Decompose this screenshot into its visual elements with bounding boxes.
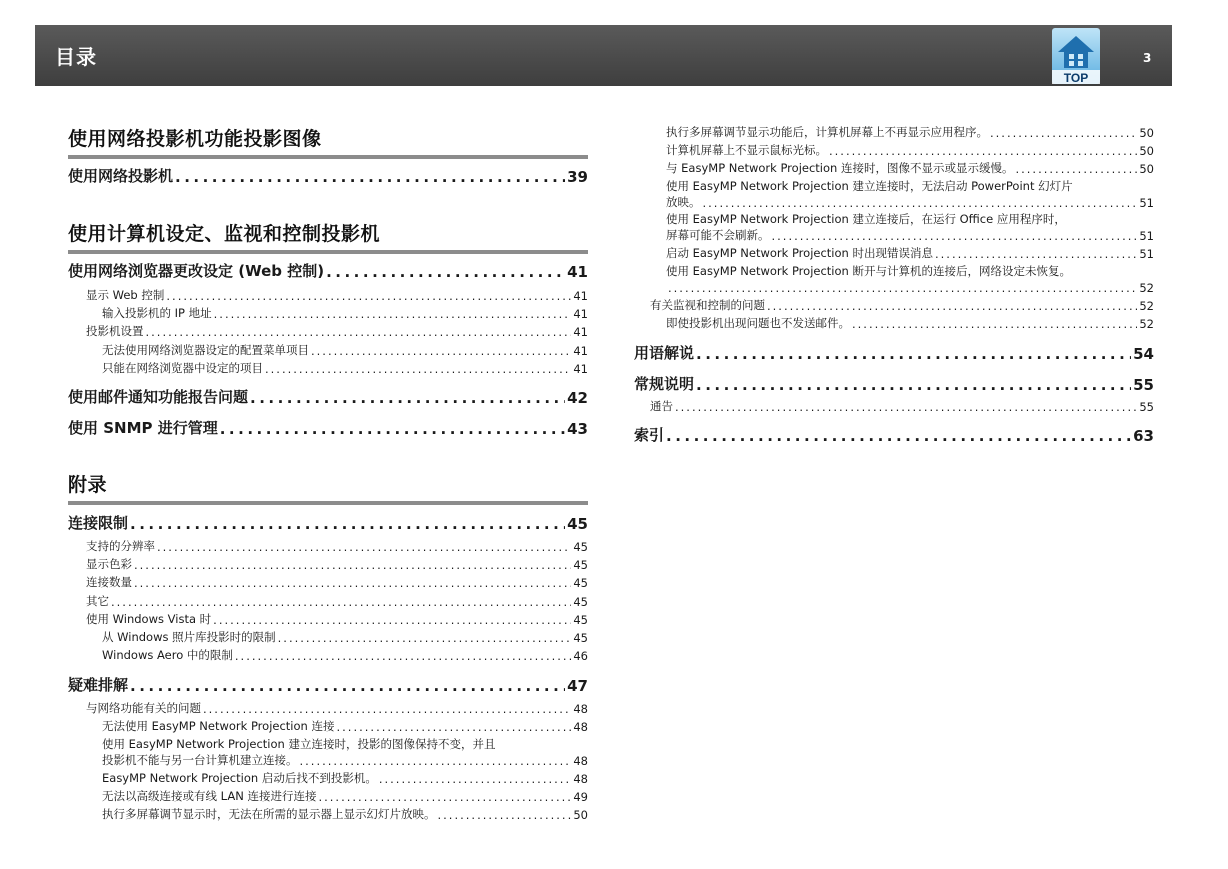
toc-entry-line[interactable]: 使用 EasyMP Network Projection 建立连接时，投影的图像保持不变，并且 <box>102 737 496 751</box>
page-title: 目录 <box>55 45 97 69</box>
toc-entry[interactable]: 用语解说 ..... 54 <box>634 343 1154 363</box>
toc-entry[interactable]: 支持的分辨率 ..... 45 <box>68 538 588 554</box>
toc-entry[interactable]: Windows Aero 中的限制 ..... 46 <box>68 647 588 663</box>
toc-entry[interactable]: 放映。 ..... 51 <box>634 194 1154 210</box>
toc-entry[interactable]: 使用网络投影机 ..... 39 <box>68 166 588 186</box>
section-divider <box>68 155 588 159</box>
svg-text:TOP: TOP <box>1063 71 1089 84</box>
toc-entry[interactable]: 启动 EasyMP Network Projection 时出现错误消息 ..... 51 <box>634 245 1154 261</box>
toc-entry[interactable]: 有关监视和控制的问题 ..... 52 <box>634 297 1154 313</box>
section-network-projection <box>68 124 588 159</box>
toc-entry[interactable]: 常规说明 ..... 55 <box>634 374 1154 394</box>
toc-entry[interactable]: 只能在网络浏览器中设定的项目 ..... 41 <box>68 360 588 376</box>
toc-entry[interactable]: 连接限制 ..... 45 <box>68 513 588 533</box>
section-divider <box>68 250 588 254</box>
toc-entry[interactable]: 执行多屏幕调节显示功能后，计算机屏幕上不再显示应用程序。 ..... 50 <box>634 124 1154 140</box>
toc-entry[interactable]: 使用 SNMP 进行管理 ..... 43 <box>68 418 588 438</box>
toc-entry[interactable]: 投影机设置 ..... 41 <box>68 323 588 339</box>
section-heading: 使用计算机设定、监视和控制投影机 <box>68 223 381 245</box>
toc-entry[interactable]: 无法以高级连接或有线 LAN 连接进行连接 ..... 49 <box>68 788 588 804</box>
toc-entry[interactable]: 无法使用 EasyMP Network Projection 连接 ..... 48 <box>68 718 588 734</box>
toc-entry-line[interactable]: 使用 EasyMP Network Projection 建立连接时，无法启动 PowerPoint 幻灯片 <box>666 179 1073 193</box>
toc-entry[interactable]: 显示色彩 ..... 45 <box>68 556 588 572</box>
toc-entry[interactable]: 从 Windows 照片库投影时的限制 ..... 45 <box>68 629 588 645</box>
toc-entry-line[interactable]: 使用 EasyMP Network Projection 建立连接后，在运行 Office 应用程序时， <box>666 212 1066 226</box>
page-number: 3 <box>1143 51 1152 65</box>
toc-entry[interactable]: EasyMP Network Projection 启动后找不到投影机。 ..... 48 <box>68 770 588 786</box>
toc-entry[interactable]: 即使投影机出现问题也不发送邮件。 ..... 52 <box>634 315 1154 331</box>
house-icon <box>1052 28 1100 84</box>
toc-entry[interactable]: 连接数量 ..... 45 <box>68 574 588 590</box>
toc-entry[interactable]: 屏幕可能不会刷新。 ..... 51 <box>634 227 1154 243</box>
toc-entry[interactable]: 显示 Web 控制 ..... 41 <box>68 287 588 303</box>
toc-entry[interactable]: 索引 ..... 63 <box>634 425 1154 445</box>
toc-entry[interactable]: 使用网络浏览器更改设定 (Web 控制) ..... 41 <box>68 261 588 281</box>
section-appendix <box>68 470 588 505</box>
toc-entry[interactable]: 输入投影机的 IP 地址 ..... 41 <box>68 305 588 321</box>
toc-entry[interactable]: 使用 Windows Vista 时 ..... 45 <box>68 611 588 627</box>
section-computer-control <box>68 219 588 254</box>
top-button[interactable] <box>1052 28 1100 84</box>
toc-entry[interactable]: 其它 ..... 45 <box>68 593 588 609</box>
toc-entry[interactable]: 无法使用网络浏览器设定的配置菜单项目 ..... 41 <box>68 342 588 358</box>
page-header <box>35 25 1172 86</box>
section-heading: 使用网络投影机功能投影图像 <box>68 128 322 150</box>
toc-entry[interactable]: 与网络功能有关的问题 ..... 48 <box>68 700 588 716</box>
toc-entry[interactable]: 通告 ..... 55 <box>634 398 1154 414</box>
toc-entry[interactable]: 使用邮件通知功能报告问题 ..... 42 <box>68 387 588 407</box>
toc-entry[interactable]: ..... 52 <box>634 279 1154 295</box>
toc-entry[interactable]: 投影机不能与另一台计算机建立连接。 ..... 48 <box>68 752 588 768</box>
toc-entry[interactable]: 计算机屏幕上不显示鼠标光标。 ..... 50 <box>634 142 1154 158</box>
toc-entry[interactable]: 与 EasyMP Network Projection 连接时，图像不显示或显示缓慢。 ..... 50 <box>634 160 1154 176</box>
toc-entry[interactable]: 疑难排解 ..... 47 <box>68 675 588 695</box>
toc-entry-line[interactable]: 使用 EasyMP Network Projection 断开与计算机的连接后，网络设定未恢复。 <box>666 264 1071 278</box>
toc-entry[interactable]: 执行多屏幕调节显示时，无法在所需的显示器上显示幻灯片放映。 ..... 50 <box>68 806 588 822</box>
section-heading: 附录 <box>68 474 108 496</box>
section-divider <box>68 501 588 505</box>
